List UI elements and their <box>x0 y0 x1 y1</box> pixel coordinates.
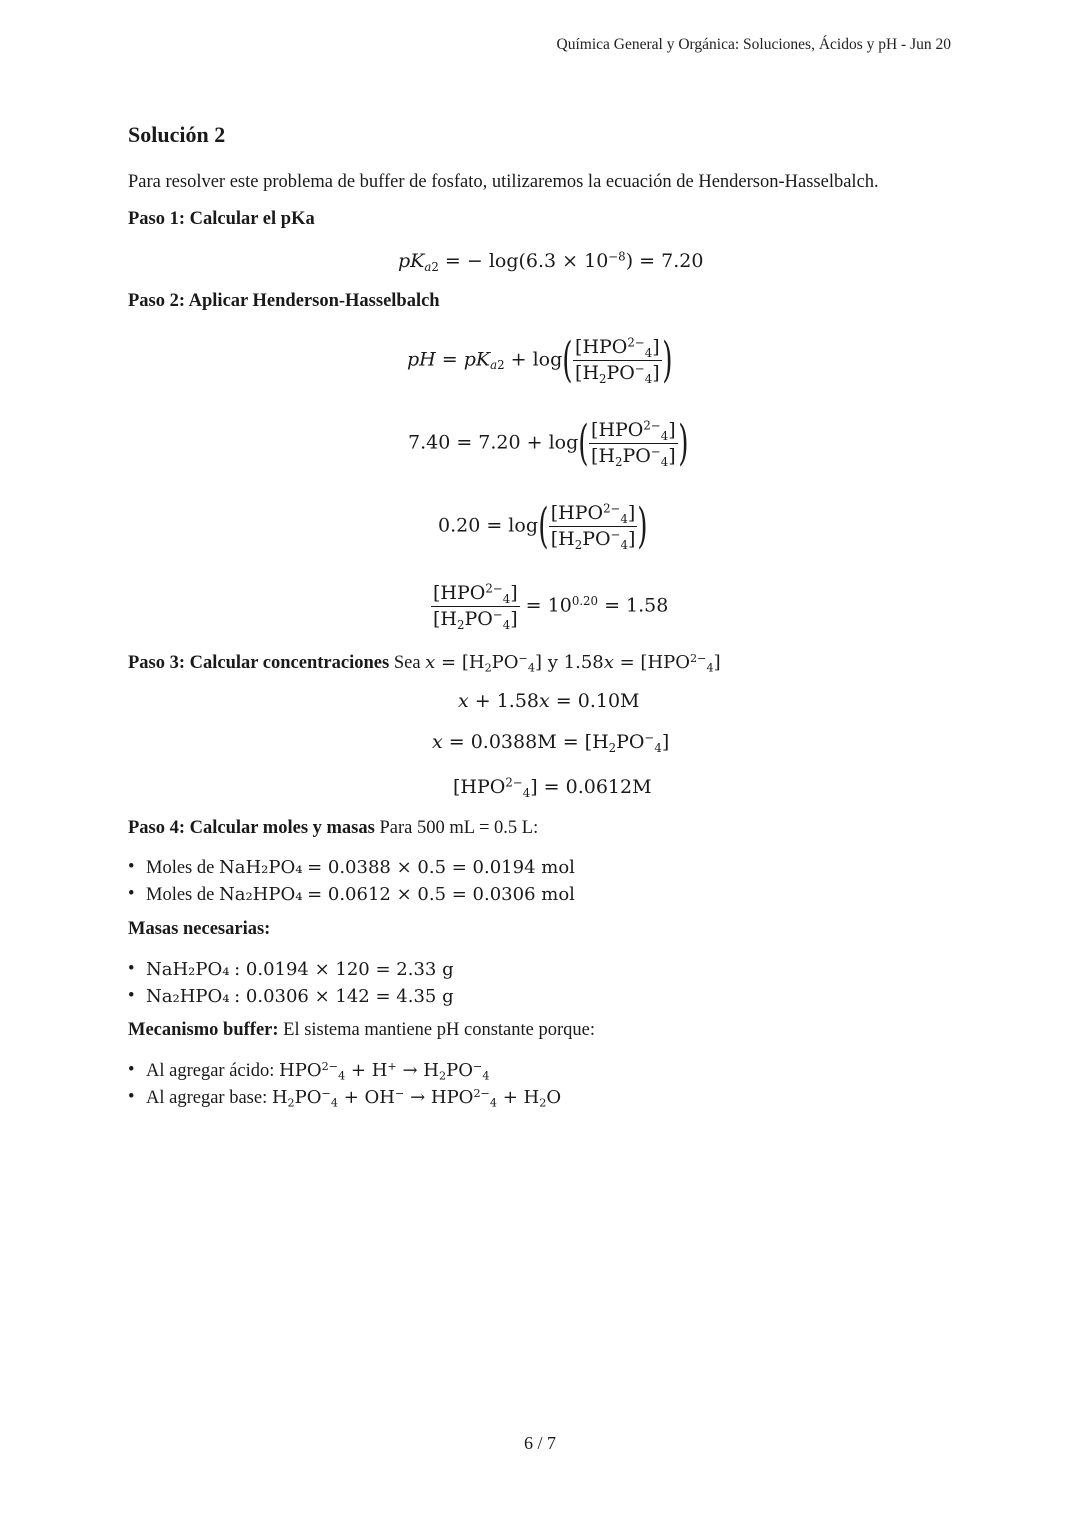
mechanism-heading: Mecanismo buffer: <box>128 1020 279 1040</box>
mechanism-text: El sistema mantiene pH constante porque: <box>283 1020 596 1040</box>
page-number: 6 / 7 <box>523 1433 556 1453</box>
section-title: Solución 2 <box>128 122 226 147</box>
step-4-heading: Paso 4: Calcular moles y masas <box>128 818 375 838</box>
step-1-heading: Paso 1: Calcular el pKa <box>128 209 315 229</box>
sum-equation: x + 1.58x = 0.10M <box>458 690 640 712</box>
list-item: • Moles de NaH₂PO₄ = 0.0388 × 0.5 = 0.0194 mol <box>128 854 575 881</box>
step-3-line: Paso 3: Calcular concentraciones Sea $x = [H_2PO^-_4]$ y $1.58x = [HPO^{2-}_4]$ <box>128 651 721 675</box>
step-3-heading: Paso 3: Calcular concentraciones <box>128 653 390 673</box>
x-value-equation: $x = 0.0388M = [H_2PO^-_4]$ <box>432 730 670 755</box>
list-item: • Al agregar ácido: $HPO^{2-}_4 + H^+ \to H_2PO^-_4$ <box>128 1057 561 1084</box>
step-4-line <box>128 818 538 839</box>
substituted-equation: 7.40 = 7.20 + log( $\frac{[HPO^{2-}_4]}{[H_2PO^-_4]}$ ) <box>408 415 689 472</box>
mechanism-list <box>128 1057 561 1111</box>
ratio-equation: $\frac{[HPO^{2-}_4]}{[H_2PO^-_4]}$ = $10^{0.20} = 1.58$ <box>433 581 669 632</box>
masses-heading: Masas necesarias: <box>128 919 271 939</box>
masses-list <box>128 956 454 1010</box>
log-ratio-equation: 0.20 = log( $\frac{[HPO^{2-}_4]}{[H_2PO^-_4]}$ ) <box>438 498 648 555</box>
step-2-heading: Paso 2: Aplicar Henderson-Hasselbalch <box>128 291 440 311</box>
moles-list <box>128 854 575 908</box>
hpo4-value-equation: $[HPO^{2-}_4] = 0.0612M$ <box>453 775 652 800</box>
list-item: • NaH₂PO₄ : 0.0194 × 120 = 2.33 g <box>128 956 454 983</box>
page-header: Química General y Orgánica: Soluciones, Ácidos y pH - Jun 20 <box>556 36 951 53</box>
intro-paragraph: Para resolver este problema de buffer de fosfato, utilizaremos la ecuación de Henderson-Hasselbalch. <box>128 172 879 192</box>
list-item: • Na₂HPO₄ : 0.0306 × 142 = 4.35 g <box>128 983 454 1010</box>
pka-equation: $pK_{a2}$ = − $\log(6.3 \times 10^{-8}) = 7.20$ <box>398 249 704 274</box>
mechanism-line <box>128 1020 595 1041</box>
list-item: • Moles de Na₂HPO₄ = 0.0612 × 0.5 = 0.0306 mol <box>128 881 575 908</box>
step-4-text: Para 500 mL = 0.5 L: <box>379 818 539 838</box>
list-item: • Al agregar base: $H_2PO^-_4 + OH^- \to HPO^{2-}_4 + H_2O$ <box>128 1084 561 1111</box>
step-3-text: Sea <box>393 653 421 673</box>
henderson-hasselbalch-equation: pH = $pK_{a2} + \log$( $\frac{[HPO^{2-}_4]}{[H_2PO^-_4]}$ ) <box>407 332 673 389</box>
